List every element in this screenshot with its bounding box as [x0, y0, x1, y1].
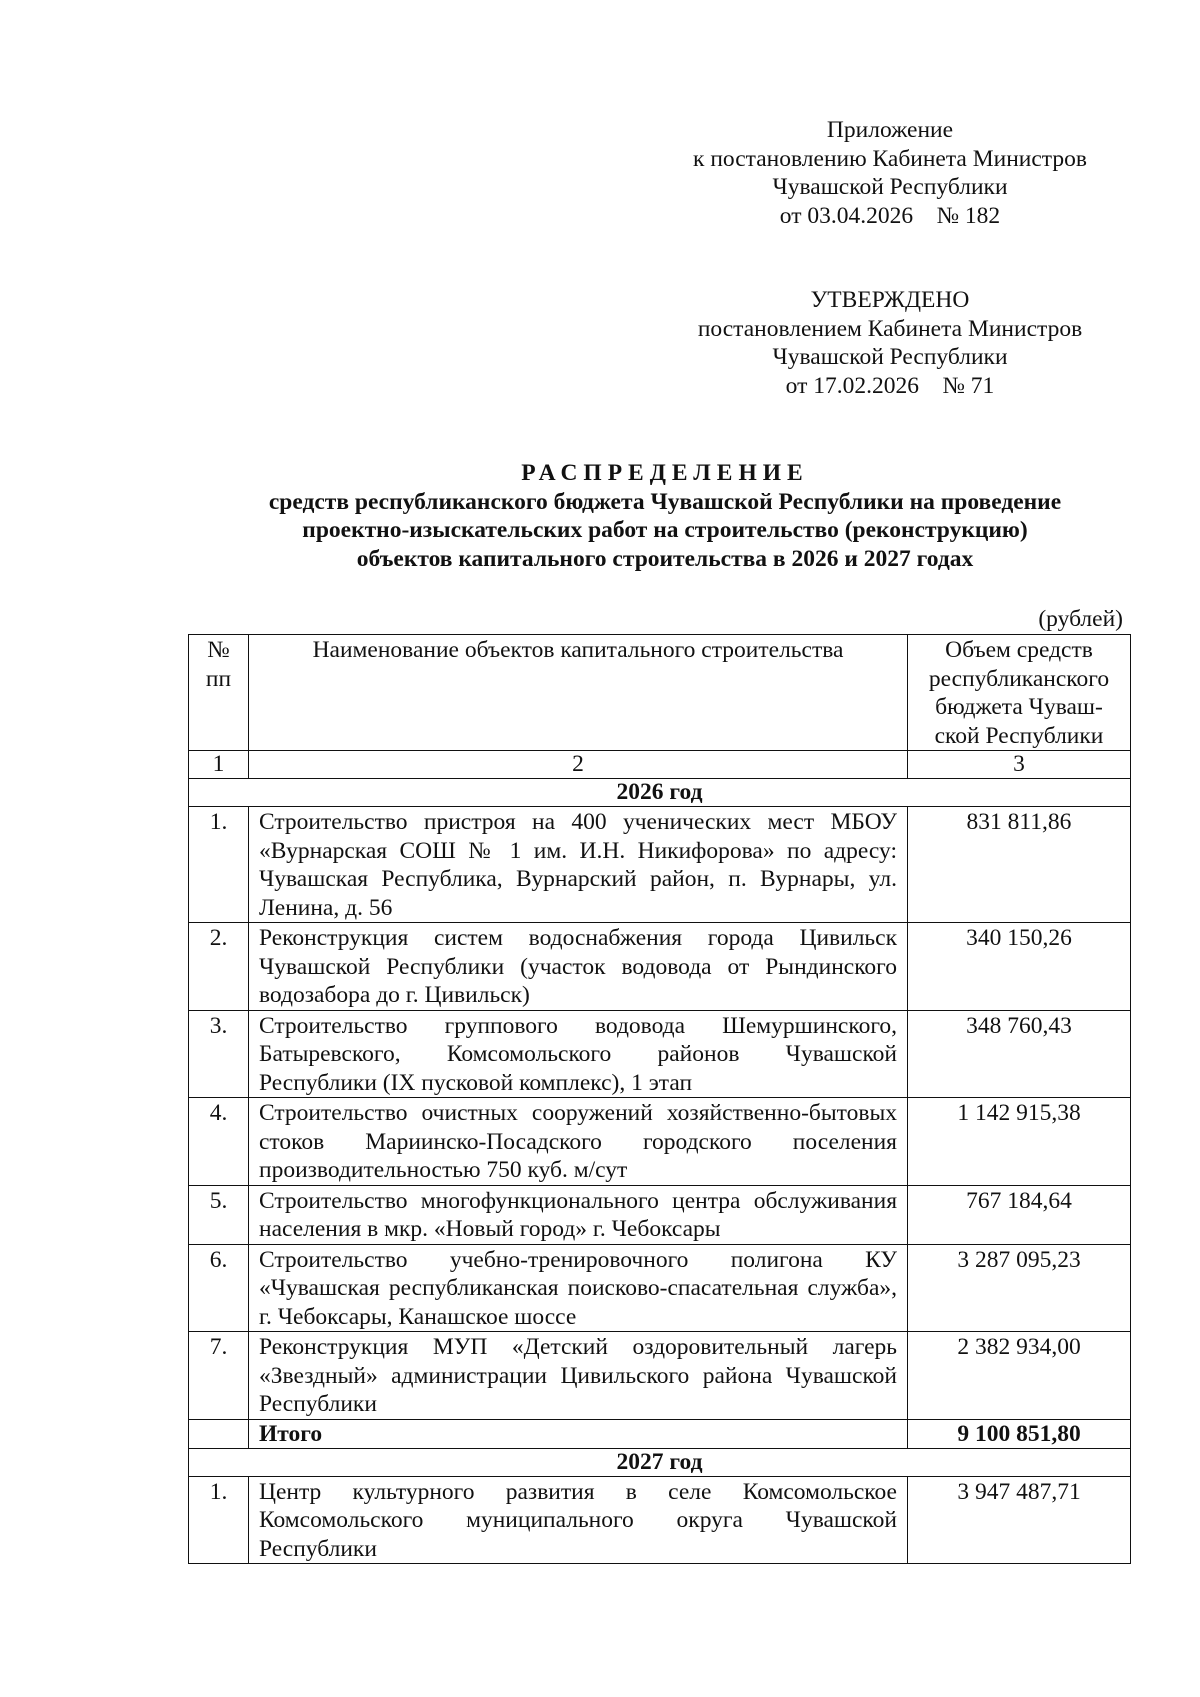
approved-line-3: Чувашской Республики [772, 344, 1008, 370]
amount: 2 382 934,00 [908, 1332, 1131, 1420]
header-number: № пп [189, 635, 249, 751]
total-number-cell [189, 1419, 249, 1448]
amount: 3 947 487,71 [908, 1476, 1131, 1564]
table-row [189, 923, 1131, 1011]
table-row [189, 1098, 1131, 1186]
row-number: 5. [189, 1185, 249, 1244]
amount: 3 287 095,23 [908, 1244, 1131, 1332]
table-row [189, 1010, 1131, 1098]
object-name: Центр культурного развития в селе Комсомольское Комсомольского муниципального округа Чувашской Республики [249, 1476, 908, 1564]
object-name: Реконструкция МУП «Детский оздоровительный лагерь «Звездный» администрации Цивильского района Чувашской Республики [249, 1332, 908, 1420]
object-name: Реконструкция систем водоснабжения города Цивильск Чувашской Республики (участок водовода от Рындинского водозабора до г. Цивильск) [249, 923, 908, 1011]
title-line-1: средств республиканского бюджета Чувашской Республики на проведение [268, 488, 1062, 515]
appendix-line-4: от 03.04.2026 № 182 [779, 202, 1001, 229]
column-numbers-row [189, 751, 1131, 779]
amount: 348 760,43 [908, 1010, 1131, 1098]
units-label: (рублей) [1038, 606, 1123, 632]
column-number-2: 2 [249, 751, 908, 779]
row-number: 7. [189, 1332, 249, 1420]
table-row [189, 1476, 1131, 1564]
column-number-3: 3 [908, 751, 1131, 779]
distribution-table [188, 634, 1131, 1564]
approved-line-1: УТВЕРЖДЕНО [810, 287, 970, 313]
appendix-line-2: к постановлению Кабинета Министров [693, 145, 1087, 172]
approved-line-4: от 17.02.2026 № 71 [785, 372, 995, 399]
row-number: 1. [189, 1476, 249, 1564]
table-row [189, 1185, 1131, 1244]
amount: 340 150,26 [908, 923, 1131, 1011]
table-row [189, 1244, 1131, 1332]
appendix-line-1: Приложение [826, 117, 954, 143]
header-amount: Объем средств республиканского бюджета Чуваш- ской Республики [908, 635, 1131, 751]
table-header-row [189, 635, 1131, 751]
table-row [189, 807, 1131, 923]
amount: 767 184,64 [908, 1185, 1131, 1244]
year-label-2026: 2026 год [189, 779, 1131, 807]
row-number: 2. [189, 923, 249, 1011]
object-name: Строительство учебно-тренировочного полигона КУ «Чувашская республиканская поисково-спасательная служба», г. Чебоксары, Канашское шоссе [249, 1244, 908, 1332]
title-heading: РАСПРЕДЕЛЕНИЕ [521, 460, 809, 486]
year-row-2026 [189, 779, 1131, 807]
table-row [189, 1332, 1131, 1420]
title-line-3: объектов капитального строительства в 2026 и 2027 годах [356, 545, 974, 572]
row-number: 4. [189, 1098, 249, 1186]
column-number-1: 1 [189, 751, 249, 779]
year-label-2027: 2027 год [189, 1448, 1131, 1476]
object-name: Строительство многофункционального центра обслуживания населения в мкр. «Новый город» г. Чебоксары [249, 1185, 908, 1244]
title-line-2: проектно-изыскательских работ на строительство (реконструкцию) [302, 517, 1028, 543]
amount: 1 142 915,38 [908, 1098, 1131, 1186]
appendix-line-3: Чувашской Республики [772, 174, 1008, 200]
year-row-2027 [189, 1448, 1131, 1476]
approved-header [640, 286, 1140, 400]
amount: 831 811,86 [908, 807, 1131, 923]
approved-line-2: постановлением Кабинета Министров [697, 315, 1083, 342]
object-name: Строительство пристроя на 400 ученических мест МБОУ «Вурнарская СОШ № 1 им. И.Н. Никифорова» по адресу: Чувашская Республика, Вурнарский район, п. Вурнары, ул. Ленина, д. 56 [249, 807, 908, 923]
row-number: 6. [189, 1244, 249, 1332]
row-number: 3. [189, 1010, 249, 1098]
row-number: 1. [189, 807, 249, 923]
total-label: Итого [249, 1419, 908, 1448]
object-name: Строительство группового водовода Шемуршинского, Батыревского, Комсомольского районов Чувашской Республики (IX пусковой комплекс), 1 этап [249, 1010, 908, 1098]
object-name: Строительство очистных сооружений хозяйственно-бытовых стоков Мариинско-Посадского городского поселения производительностью 750 куб. м/сут [249, 1098, 908, 1186]
total-row-2026 [189, 1419, 1131, 1448]
header-name: Наименование объектов капитального строительства [249, 635, 908, 751]
total-amount: 9 100 851,80 [908, 1419, 1131, 1448]
appendix-header [640, 116, 1140, 230]
document-title [140, 459, 1190, 573]
